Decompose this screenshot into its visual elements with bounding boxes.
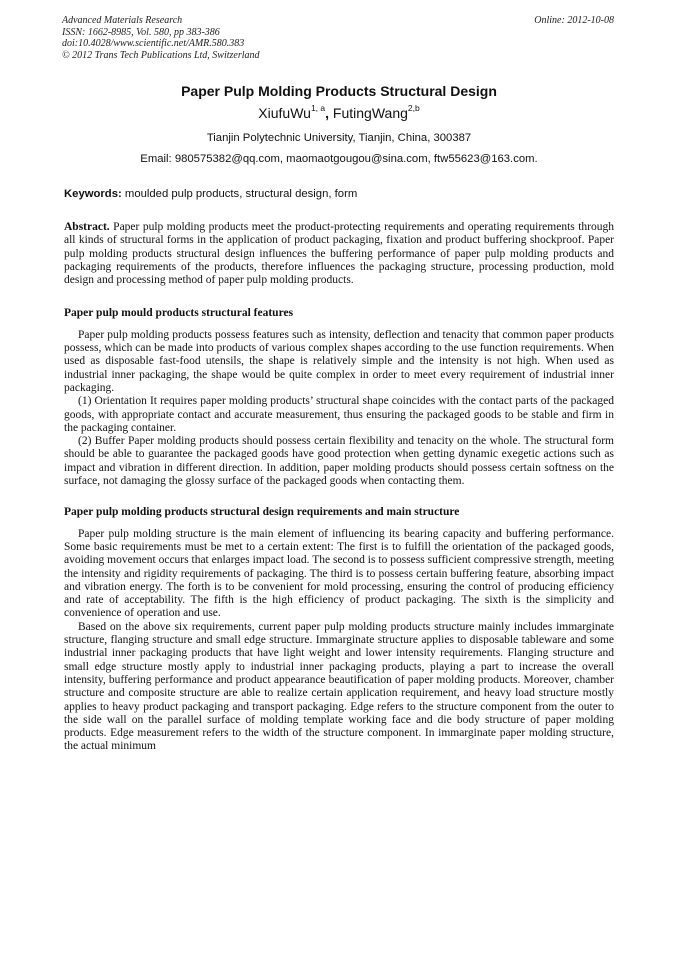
section-1-heading: Paper pulp mould products structural features — [64, 307, 294, 320]
abstract — [64, 221, 614, 287]
section-2-paragraph: Based on the above six requirements, current paper pulp molding products structure mainly includes immarginate structure, flanging structure and small edge structure. Immarginate structure applies to disposable tableware and some industrial inner packaging products that have light weight and lower intensity requirements. Flanging structure and small edge structure mostly apply to industrial inner packaging products, playing a part to increase the overall intensity, buffering performance and product appearance beautification of paper molding products. Moreover, chamber structure and composite structure are able to realize certain application requirement, and heavy load structure mostly applies to heavy product packaging and transport packaging. Edge refers to the structure component from the outer to the side wall on the parallel surface of molding template working face and die body structure of paper molding products. Edge measurement refers to the width of the structure component. In immarginate paper molding structure, the actual minimum — [64, 620, 614, 753]
author-1-affil-mark: 1, a — [310, 103, 326, 113]
online-date: Online: 2012-10-08 — [534, 15, 614, 26]
section-2-paragraph: Paper pulp molding structure is the main element of influencing its bearing capacity and buffering performance. Some basic requirements must be met to a certain extent: The first is to fulfill the orientation of the packaged goods, avoiding movement occurs that enlarges impact load. The second is to possess sufficient compressive strength, meeting the intensity and rigidity requirements of packaging. The third is to possess certain buffering feature, absorbing impact and vibration energy. The forth is to be convenient for mold processing, ensuring the control of producing efficiency and rate of acceptability. The fifth is the high efficiency of product packaging. The sixth is the simplicity and convenience of operation and use. — [64, 527, 614, 620]
spacer — [64, 520, 614, 528]
paper-body — [64, 221, 614, 754]
section-1-paragraph: Paper pulp molding products possess features such as intensity, deflection and tenacity that common paper products possess, which can be made into products of various complex shapes according to the use function requirements. When used as disposable fast-food utensils, the shape is relatively simple and the intensity is not high. When used as industrial inner packaging, the shape would be quite complex in order to meet every requirement of industrial inner packaging. — [64, 328, 614, 394]
abstract-label: Abstract. — [64, 221, 110, 233]
author-2-affil-mark: 2,b — [407, 103, 420, 113]
spacer — [64, 488, 614, 506]
author-1-name: XiufuWu — [258, 105, 311, 121]
spacer — [64, 321, 614, 329]
author-line — [0, 103, 678, 123]
email-line: Email: 980575382@qq.com, maomaotgougou@sina.com, ftw55623@163.com. — [140, 153, 538, 165]
keywords-text: moulded pulp products, structural design, form — [124, 188, 358, 200]
journal-header — [62, 15, 260, 61]
abstract-text: Paper pulp molding products meet the product-protecting requirements and operating requirements through all kinds of structural forms in the application of product packaging, fixation and product buffering shockproof. Paper pulp molding products structural design influences the buffering performance of paper pulp molding products and packaging requirements of the products, therefore influences the packaging structure, processing production, mold design and processing method of paper pulp molding products. — [64, 221, 615, 287]
author-2-name: FutingWang — [332, 105, 408, 121]
author-separator: , — [325, 105, 330, 121]
journal-doi: doi:10.4028/www.scientific.net/AMR.580.383 — [62, 38, 245, 50]
affiliation: Tianjin Polytechnic University, Tianjin, China, 300387 — [206, 132, 472, 144]
section-1-paragraph: (1) Orientation It requires paper molding products’ structural shape coincides with the contact parts of the packaged goods, with appropriate contact and accurate measurement, thus ensuring the packaged goods to be stable and firm in the packaging container. — [64, 395, 614, 434]
section-1-paragraph: (2) Buffer Paper molding products should possess certain flexibility and tenacity on the whole. The structural form should be able to guarantee the packaged goods have good protection when getting dynamic exegetic actions such as impact and vibration in different direction. In addition, paper molding products should possess certain softness on the surface, not damaging the glossy surface of the packaged goods when contacting them. — [64, 435, 614, 488]
journal-issn: ISSN: 1662-8985, Vol. 580, pp 383-386 — [62, 26, 220, 38]
journal-name: Advanced Materials Research — [62, 15, 183, 26]
spacer — [64, 287, 614, 307]
section-2-heading: Paper pulp molding products structural design requirements and main structure — [64, 506, 460, 519]
keywords — [64, 187, 616, 201]
journal-copyright: © 2012 Trans Tech Publications Ltd, Switzerland — [62, 49, 260, 61]
keywords-label: Keywords: — [64, 188, 122, 200]
paper-title: Paper Pulp Molding Products Structural Design — [181, 83, 497, 99]
